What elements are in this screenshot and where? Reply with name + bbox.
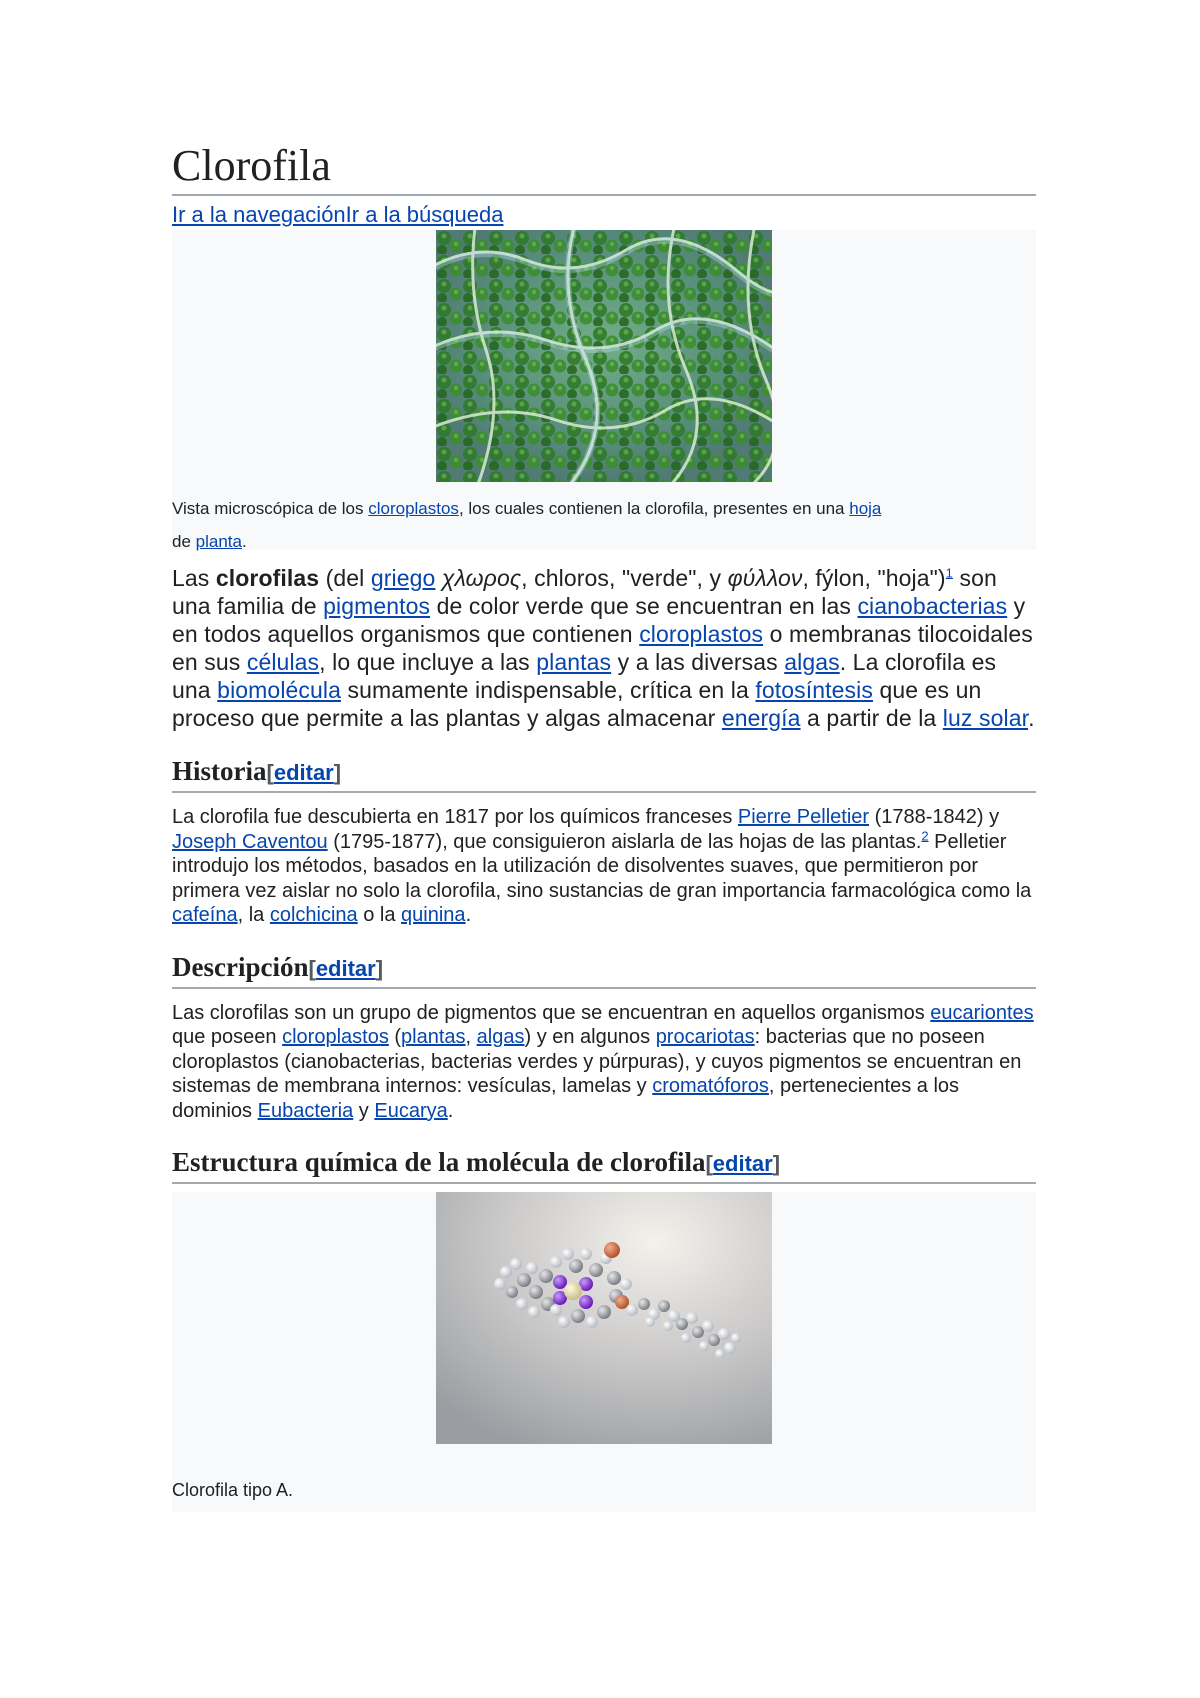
bold-term: clorofilas bbox=[215, 565, 320, 591]
text: (1795-1877), que consiguieron aislarla de las hojas de las plantas. bbox=[327, 830, 922, 853]
page-title: Clorofila bbox=[172, 140, 1036, 196]
heading-text: Historia bbox=[172, 756, 267, 786]
edit-section-link[interactable]: editar bbox=[712, 1151, 773, 1176]
edit-section-link[interactable]: editar bbox=[273, 760, 334, 785]
chlorophyll-molecule-image[interactable] bbox=[436, 1192, 772, 1444]
link-cafeina[interactable]: cafeína bbox=[172, 904, 238, 926]
caption-text: Vista microscópica de los bbox=[172, 499, 369, 518]
jump-to-search-link[interactable]: Ir a la búsqueda bbox=[345, 202, 504, 227]
link-eucarya[interactable]: Eucarya bbox=[374, 1099, 448, 1122]
text: , la bbox=[237, 904, 270, 926]
text: . bbox=[1028, 705, 1035, 731]
jump-links bbox=[172, 200, 1036, 230]
text: . La clorofila es una bbox=[172, 649, 997, 703]
link-cianobacterias[interactable]: cianobacterias bbox=[857, 593, 1008, 619]
reference-1[interactable]: 1 bbox=[945, 565, 953, 581]
link-cloroplastos[interactable]: cloroplastos bbox=[368, 499, 459, 518]
text: , fýlon, "hoja") bbox=[802, 565, 946, 591]
link-quinina[interactable]: quinina bbox=[401, 904, 466, 926]
figure-chloroplasts bbox=[172, 230, 1036, 550]
link-procariotas[interactable]: procariotas bbox=[655, 1026, 755, 1048]
section-heading-estructura bbox=[172, 1145, 1036, 1184]
link-pigmentos[interactable]: pigmentos bbox=[323, 593, 431, 619]
link-energia[interactable]: energía bbox=[721, 705, 801, 731]
caption-text: , los cuales contienen la clorofila, presentes en una bbox=[458, 499, 850, 518]
text: ( bbox=[388, 1026, 402, 1048]
link-hoja[interactable]: hoja bbox=[849, 499, 882, 518]
link-joseph-caventou[interactable]: Joseph Caventou bbox=[172, 830, 328, 853]
section-heading-descripcion bbox=[172, 950, 1036, 989]
greek-word: χλωρος bbox=[441, 565, 522, 591]
figure-caption-chloroplasts bbox=[172, 492, 892, 558]
link-pierre-pelletier[interactable]: Pierre Pelletier bbox=[737, 806, 870, 828]
text: , lo que incluye a las bbox=[319, 649, 537, 675]
article-content bbox=[172, 140, 1036, 1512]
text: Las clorofilas son un grupo de pigmentos que se encuentran en aquellos organismos bbox=[172, 1001, 931, 1024]
historia-paragraph bbox=[172, 805, 1036, 928]
text: o membranas tilocoidales en sus bbox=[172, 621, 1033, 675]
text: : bacterias que no poseen cloroplastos (cianobacterias, bacterias verdes y púrpuras), y cuyos pigmentos se encuentran en sistemas de membrana internos: vesículas, lamelas y bbox=[172, 1026, 1022, 1097]
link-biomolecula[interactable]: biomolécula bbox=[217, 677, 342, 703]
section-heading-historia bbox=[172, 754, 1036, 793]
link-algas[interactable]: algas bbox=[784, 649, 840, 675]
text: son una familia de bbox=[172, 565, 997, 619]
text: ) y en algunos bbox=[524, 1026, 656, 1048]
text: . bbox=[465, 904, 472, 926]
link-cromatoforos[interactable]: cromatóforos bbox=[652, 1075, 769, 1097]
link-colchicina[interactable]: colchicina bbox=[269, 904, 358, 926]
caption-text: de bbox=[172, 532, 196, 551]
text: y a las diversas bbox=[611, 649, 785, 675]
text: o la bbox=[357, 904, 402, 926]
edit-section-wrapper: [editar] bbox=[308, 955, 384, 981]
link-algas[interactable]: algas bbox=[476, 1026, 525, 1048]
link-cloroplastos[interactable]: cloroplastos bbox=[282, 1026, 389, 1048]
text: , bbox=[465, 1026, 477, 1048]
text: Las bbox=[172, 565, 216, 591]
text: . bbox=[447, 1099, 454, 1122]
link-plantas[interactable]: plantas bbox=[401, 1026, 466, 1048]
link-eucariontes[interactable]: eucariontes bbox=[930, 1001, 1034, 1024]
heading-text: Estructura química de la molécula de clorofila bbox=[172, 1147, 706, 1177]
link-luz-solar[interactable]: luz solar bbox=[942, 705, 1029, 731]
text: y en todos aquellos organismos que contienen bbox=[172, 593, 1026, 647]
edit-section-wrapper: [editar] bbox=[266, 760, 342, 785]
text: y bbox=[353, 1099, 375, 1122]
link-eubacteria[interactable]: Eubacteria bbox=[257, 1099, 354, 1122]
figure-caption-molecule: Clorofila tipo A. bbox=[172, 1480, 294, 1500]
text: que poseen bbox=[172, 1026, 283, 1048]
edit-section-link[interactable]: editar bbox=[315, 955, 376, 981]
text: de color verde que se encuentran en las bbox=[430, 593, 858, 619]
text: Pelletier introdujo los métodos, basados en la utilización de disolventes suaves, que permitieron por primera vez aislar no solo la clorofila, sino sustancias de gran importancia farmacológica como la bbox=[172, 830, 1032, 902]
text: (1788-1842) y bbox=[869, 806, 1000, 828]
jump-to-navigation-link[interactable]: Ir a la navegación bbox=[172, 202, 346, 227]
text: La clorofila fue descubierta en 1817 por los químicos franceses bbox=[172, 806, 738, 828]
edit-section-wrapper: [editar] bbox=[705, 1151, 781, 1176]
reference-2[interactable]: 2 bbox=[921, 827, 929, 843]
link-fotosintesis[interactable]: fotosíntesis bbox=[755, 677, 873, 703]
lead-paragraph bbox=[172, 564, 1036, 732]
text: sumamente indispensable, crítica en la bbox=[341, 677, 756, 703]
link-planta[interactable]: planta bbox=[195, 532, 242, 551]
heading-text: Descripción bbox=[172, 951, 309, 982]
text: , pertenecientes a los dominios bbox=[172, 1075, 960, 1122]
text: (del bbox=[319, 565, 371, 591]
chloroplast-micrograph-image[interactable] bbox=[436, 230, 772, 482]
link-plantas[interactable]: plantas bbox=[536, 649, 612, 675]
caption-text: . bbox=[241, 532, 247, 551]
link-celulas[interactable]: células bbox=[246, 649, 320, 675]
descripcion-paragraph bbox=[172, 1001, 1036, 1124]
link-cloroplastos[interactable]: cloroplastos bbox=[639, 621, 764, 647]
text: que es un proceso que permite a las plantas y algas almacenar bbox=[172, 677, 982, 731]
text: a partir de la bbox=[800, 705, 943, 731]
figure-molecule bbox=[172, 1192, 1036, 1512]
link-griego[interactable]: griego bbox=[370, 565, 436, 591]
text: , chloros, "verde", y bbox=[521, 565, 728, 591]
greek-word: φύλλον bbox=[727, 565, 803, 591]
